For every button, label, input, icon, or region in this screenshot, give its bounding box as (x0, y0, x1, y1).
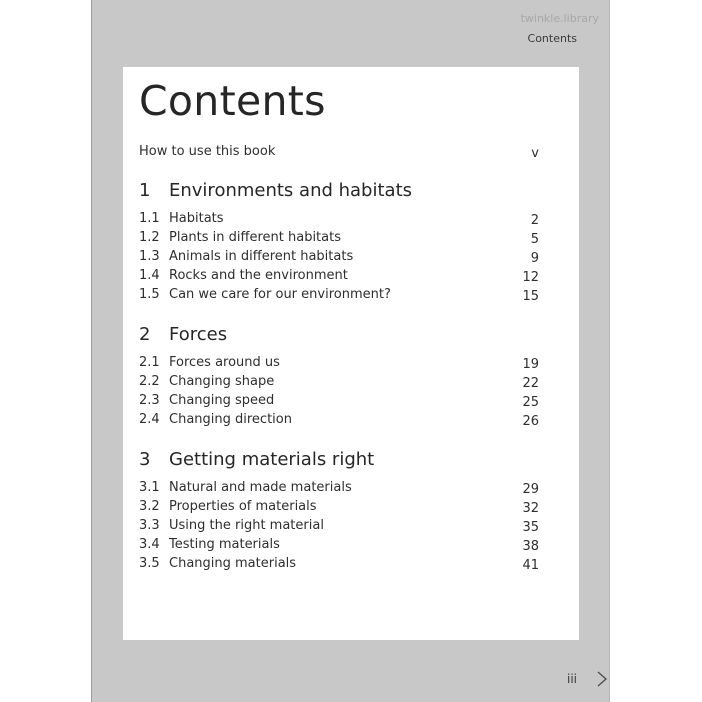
chapter-number: 2 (139, 324, 151, 345)
section-number: 2.4 (139, 412, 160, 427)
section-title: Changing speed (169, 393, 275, 408)
section-number: 3.5 (139, 556, 160, 571)
section-title: Forces around us (169, 355, 280, 370)
contents-panel (123, 67, 579, 640)
toc-row[interactable] (139, 498, 539, 516)
section-title: Changing shape (169, 374, 275, 389)
toc-row[interactable] (139, 248, 539, 266)
toc-row[interactable] (139, 286, 539, 304)
section-page: 15 (522, 289, 539, 304)
section-page: 12 (522, 270, 539, 285)
section-number: 1.3 (139, 249, 160, 264)
section-number: 2.3 (139, 393, 160, 408)
toc-row[interactable] (139, 267, 539, 285)
chapter-heading-2[interactable] (139, 323, 539, 347)
section-title: Changing materials (169, 556, 297, 571)
section-title: Can we care for our environment? (169, 287, 391, 302)
toc-row[interactable] (139, 411, 539, 429)
section-page: 25 (522, 395, 539, 410)
site-watermark: twinkle.library (520, 12, 599, 25)
section-title: Habitats (169, 211, 224, 226)
section-page: 22 (522, 376, 539, 391)
toc-entry-title: How to use this book (139, 144, 276, 159)
section-title: Rocks and the environment (169, 268, 348, 283)
section-page: 38 (522, 539, 539, 554)
section-title: Changing direction (169, 412, 292, 427)
toc-page-number: v (531, 146, 539, 161)
chapter-number: 3 (139, 449, 151, 470)
toc-row[interactable] (139, 210, 539, 228)
chevron-right-icon[interactable] (595, 670, 609, 688)
toc-row[interactable] (139, 555, 539, 573)
toc-row[interactable] (139, 229, 539, 247)
section-page: 5 (530, 232, 539, 247)
toc-row[interactable] (139, 373, 539, 391)
toc-row[interactable] (139, 536, 539, 554)
chapter-title: Environments and habitats (169, 180, 413, 201)
section-title: Natural and made materials (169, 480, 352, 495)
section-number: 1.4 (139, 268, 160, 283)
section-number: 3.3 (139, 518, 160, 533)
section-number: 2.2 (139, 374, 160, 389)
page-folio: iii (566, 672, 577, 686)
toc-intro-row[interactable] (139, 143, 539, 161)
section-number: 3.1 (139, 480, 160, 495)
chapter-title: Getting materials right (169, 449, 375, 470)
section-page: 26 (522, 414, 539, 429)
page-title: Contents (139, 77, 326, 125)
chapter-heading-3[interactable] (139, 448, 539, 472)
section-title: Properties of materials (169, 499, 317, 514)
scanned-page (91, 0, 610, 702)
section-number: 1.2 (139, 230, 160, 245)
section-title: Testing materials (169, 537, 280, 552)
toc-row[interactable] (139, 392, 539, 410)
section-number: 3.4 (139, 537, 160, 552)
section-title: Using the right material (169, 518, 324, 533)
toc-row[interactable] (139, 479, 539, 497)
section-title: Animals in different habitats (169, 249, 354, 264)
chapter-heading-1[interactable] (139, 179, 539, 203)
section-title: Plants in different habitats (169, 230, 341, 245)
section-page: 41 (522, 558, 539, 573)
toc-row[interactable] (139, 517, 539, 535)
running-head: Contents (527, 32, 577, 45)
section-page: 32 (522, 501, 539, 516)
chapter-number: 1 (139, 180, 151, 201)
chapter-title: Forces (169, 324, 228, 345)
section-page: 35 (522, 520, 539, 535)
section-page: 9 (530, 251, 539, 266)
section-number: 2.1 (139, 355, 160, 370)
section-page: 19 (522, 357, 539, 372)
section-number: 1.5 (139, 287, 160, 302)
section-page: 29 (522, 482, 539, 497)
section-number: 1.1 (139, 211, 160, 226)
section-number: 3.2 (139, 499, 160, 514)
section-page: 2 (530, 213, 539, 228)
toc-row[interactable] (139, 354, 539, 372)
